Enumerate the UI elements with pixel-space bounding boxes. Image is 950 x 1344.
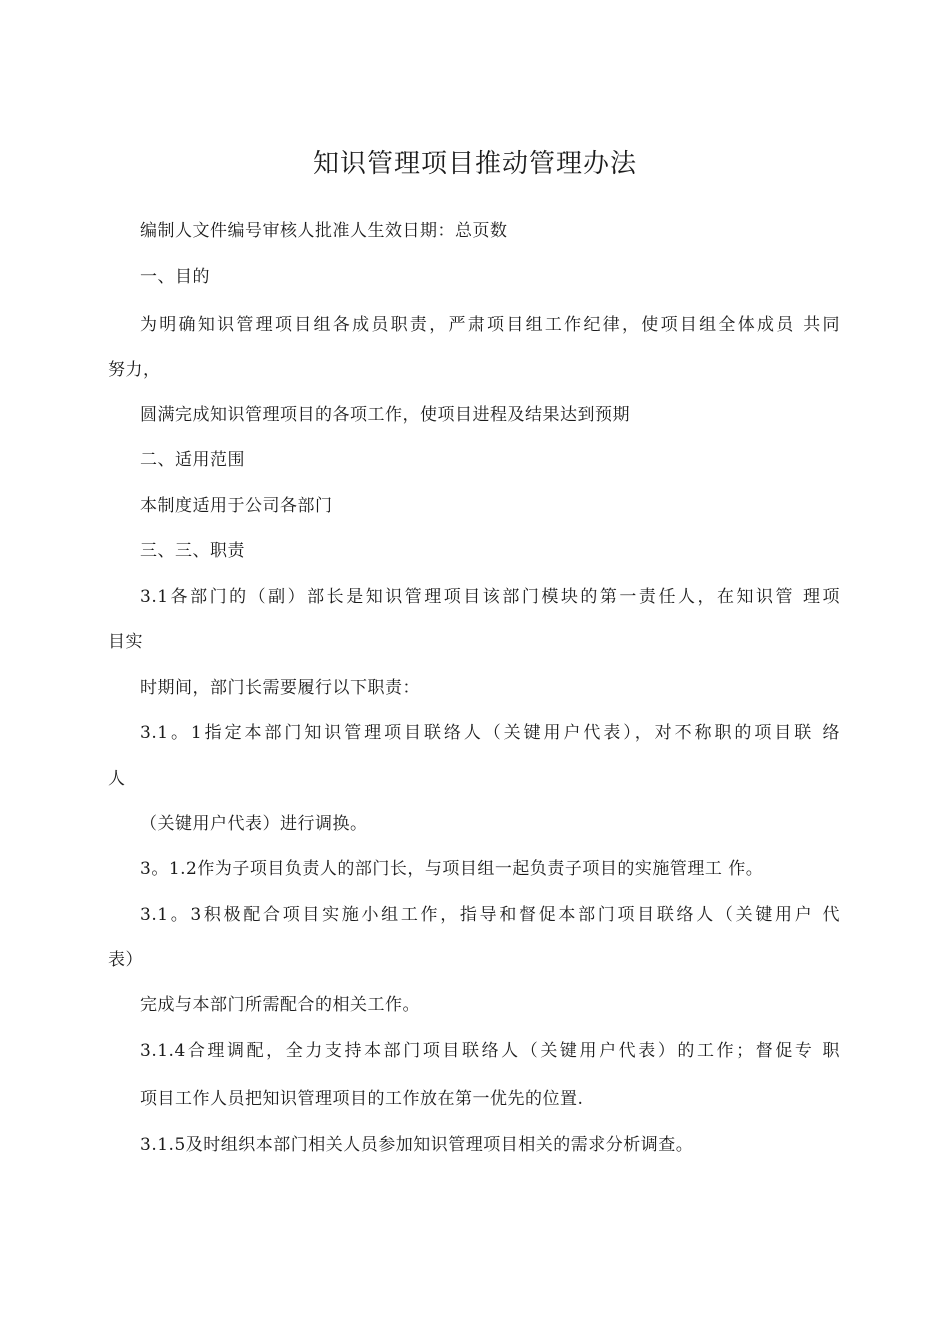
paragraph-line: 完成与本部门所需配合的相关工作。 <box>140 995 420 1015</box>
paragraph-line: 项目工作人员把知识管理项目的工作放在第一优先的位置. <box>140 1089 584 1109</box>
header-info-line: 编制人文件编号审核人批准人生效日期：总页数 <box>140 221 508 241</box>
paragraph-line: 本制度适用于公司各部门 <box>140 496 333 516</box>
paragraph-line: 3。1.2作为子项目负责人的部门长，与项目组一起负责子项目的实施管理工 作。 <box>140 859 764 879</box>
paragraph-line: 人 <box>108 769 126 789</box>
paragraph-line: 3.1.5及时组织本部门相关人员参加知识管理项目相关的需求分析调查。 <box>140 1135 694 1155</box>
paragraph-line: 3.1.4合理调配，全力支持本部门项目联络人（关键用户代表）的工作；督促专 职 <box>140 1041 840 1061</box>
paragraph-line: 时期间，部门长需要履行以下职责： <box>140 678 420 698</box>
paragraph-line: 圆满完成知识管理项目的各项工作，使项目进程及结果达到预期 <box>140 405 630 425</box>
paragraph-line: 3.1。1指定本部门知识管理项目联络人（关键用户代表），对不称职的项目联 络 <box>140 723 840 743</box>
paragraph-line: 表） <box>108 950 143 970</box>
page-title: 知识管理项目推动管理办法 <box>312 149 637 179</box>
section-heading-scope: 二、适用范围 <box>140 450 245 470</box>
section-heading-purpose: 一、目的 <box>140 267 210 287</box>
paragraph-line: 3.1。3积极配合项目实施小组工作，指导和督促本部门项目联络人（关键用户 代 <box>140 905 840 925</box>
section-heading-duties: 三、三、职责 <box>140 541 245 561</box>
paragraph-line: 为明确知识管理项目组各成员职责，严肃项目组工作纪律，使项目组全体成员 共同 <box>140 315 840 335</box>
paragraph-line: 目实 <box>108 632 143 652</box>
paragraph-line: 3.1各部门的（副）部长是知识管理项目该部门模块的第一责任人，在知识管 理项 <box>140 587 840 607</box>
paragraph-line: 努力， <box>108 360 161 380</box>
paragraph-line: （关键用户代表）进行调换。 <box>140 814 368 834</box>
